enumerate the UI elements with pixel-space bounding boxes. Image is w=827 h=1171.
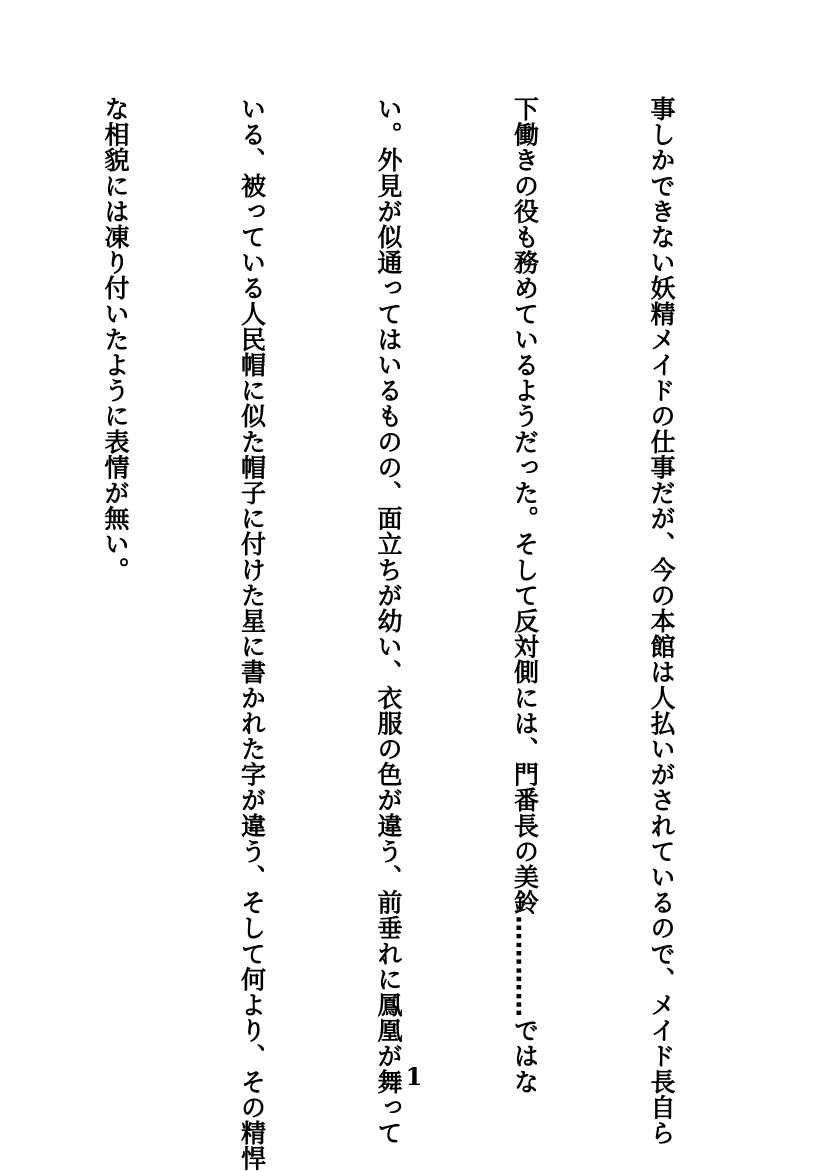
text-line-4: いる、被っている人民帽に似た帽子に付けた星に書かれた字が違う、そして何より、その精悍 — [237, 96, 267, 1171]
text-line-3: い。外見が似通ってはいるものの、面立ちが幼い、衣服の色が違う、前垂れに鳳凰が舞って — [374, 96, 403, 1146]
text-line-5: な相貌には凍り付いたように表情が無い。 — [101, 96, 130, 583]
vertical-text-body — [0, 96, 775, 1171]
text-line-1: 事しかできない妖精メイドの仕事だが、今の本館は人払いがされているので、メイド長自ら — [647, 96, 676, 1146]
text-line-6 — [0, 96, 2, 1071]
page-number: 1 — [405, 1062, 423, 1091]
text-line-2: 下働きの役も務めているようだった。そして反対側には、門番長の美鈴…………ではな — [510, 96, 540, 1095]
